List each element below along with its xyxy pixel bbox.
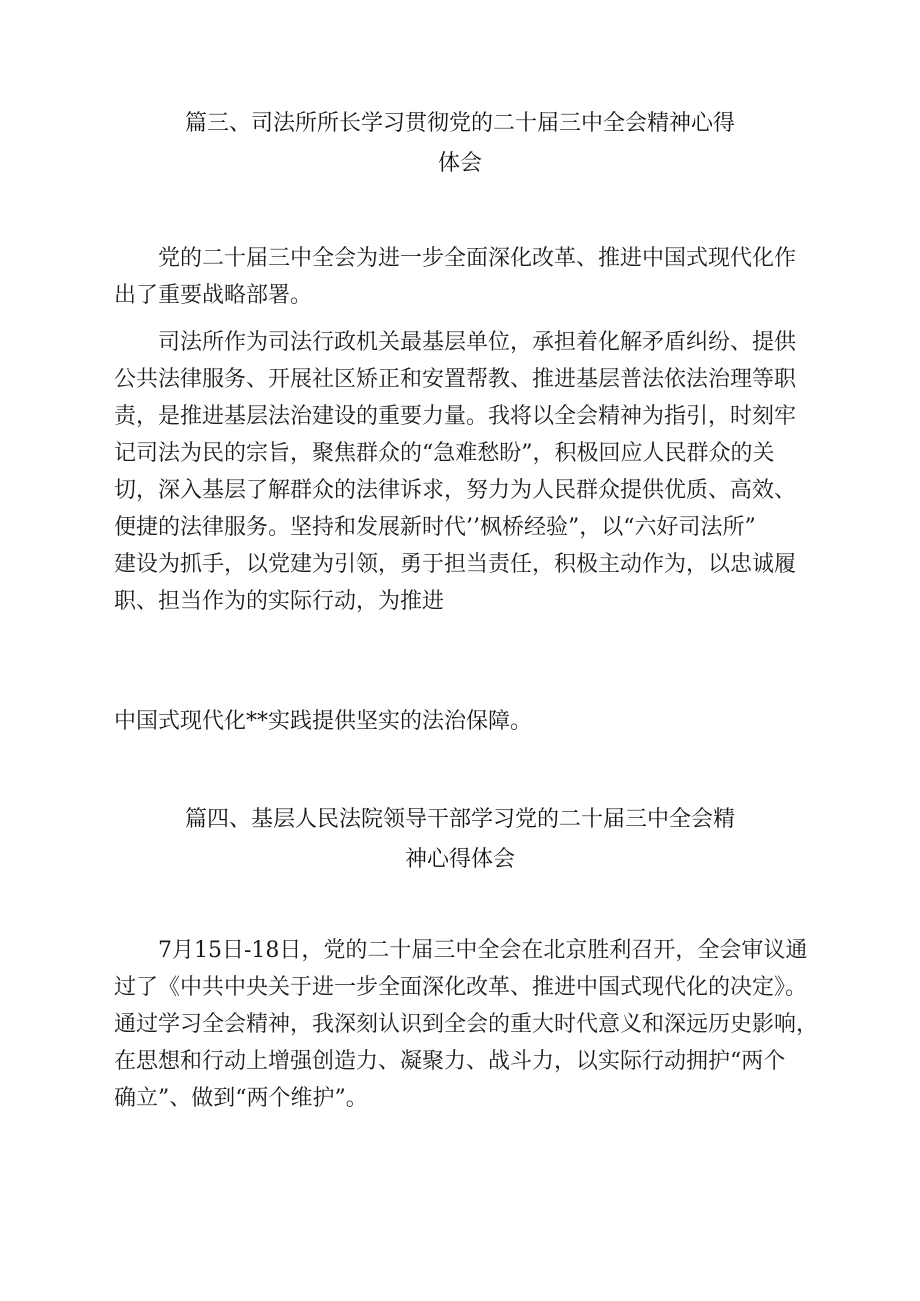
paragraph-line: 公共法律服务、开展社区矫正和安置帮教、推进基层普法依法治理等职	[114, 367, 797, 392]
paragraph-line: 通过学习全会精神，我深刻认识到全会的重大时代意义和深远历史影响，	[114, 1012, 819, 1037]
section-4-title-line-2: 神心得体会	[404, 847, 515, 872]
paragraph-line: 职、担当作为的实际行动，为推进	[114, 589, 445, 614]
paragraph-line: 过了《中共中央关于进一步全面深化改革、推进中国式现代化的决定》。	[114, 975, 808, 1000]
paragraph-line: 建设为抓手，以党建为引领，勇于担当责任，积极主动作为，以忠诚履	[114, 552, 797, 577]
section-3-heading	[0, 104, 920, 184]
paragraph-line: 切，深入基层了解群众的法律诉求，努力为人民群众提供优质、高效、	[114, 478, 797, 503]
paragraph-line: 7月15日-18日，党的二十届三中全会在北京胜利召开，全会审议通	[158, 938, 808, 963]
section-3-title-line-1: 篇三、司法所所长学习贯彻党的二十届三中全会精神心得	[184, 111, 735, 136]
section-3-paragraph-1	[114, 240, 844, 314]
section-4-title-line-1: 篇四、基层人民法院领导干部学习党的二十届三中全会精	[184, 807, 735, 832]
section-3-paragraph-3	[114, 703, 844, 740]
section-3-paragraph-2	[114, 324, 844, 620]
paragraph-line: 出了重要战略部署。	[114, 283, 313, 308]
section-4-paragraph-1	[114, 932, 844, 1117]
paragraph-line: 司法所作为司法行政机关最基层单位，承担着化解矛盾纠纷、提供	[158, 330, 797, 355]
paragraph-line: 记司法为民的宗旨，聚焦群众的“急难愁盼”，积极回应人民群众的关	[114, 441, 775, 466]
section-3-title-line-2: 体会	[437, 151, 482, 176]
section-4-heading	[0, 800, 920, 880]
paragraph-line: 确立”、做到“两个维护”。	[114, 1086, 368, 1111]
paragraph-line: 责，是推进基层法治建设的重要力量。我将以全会精神为指引，时刻牢	[114, 404, 797, 429]
paragraph-line: 党的二十届三中全会为进一步全面深化改革、推进中国式现代化作	[158, 246, 797, 271]
paragraph-line: 中国式现代化**实践提供坚实的法治保障。	[114, 709, 533, 734]
paragraph-line: 在思想和行动上增强创造力、凝聚力、战斗力，以实际行动拥护“两个	[114, 1049, 786, 1074]
paragraph-line: 便捷的法律服务。坚持和发展新时代’’枫桥经验”，以“六好司法所”	[114, 515, 756, 540]
